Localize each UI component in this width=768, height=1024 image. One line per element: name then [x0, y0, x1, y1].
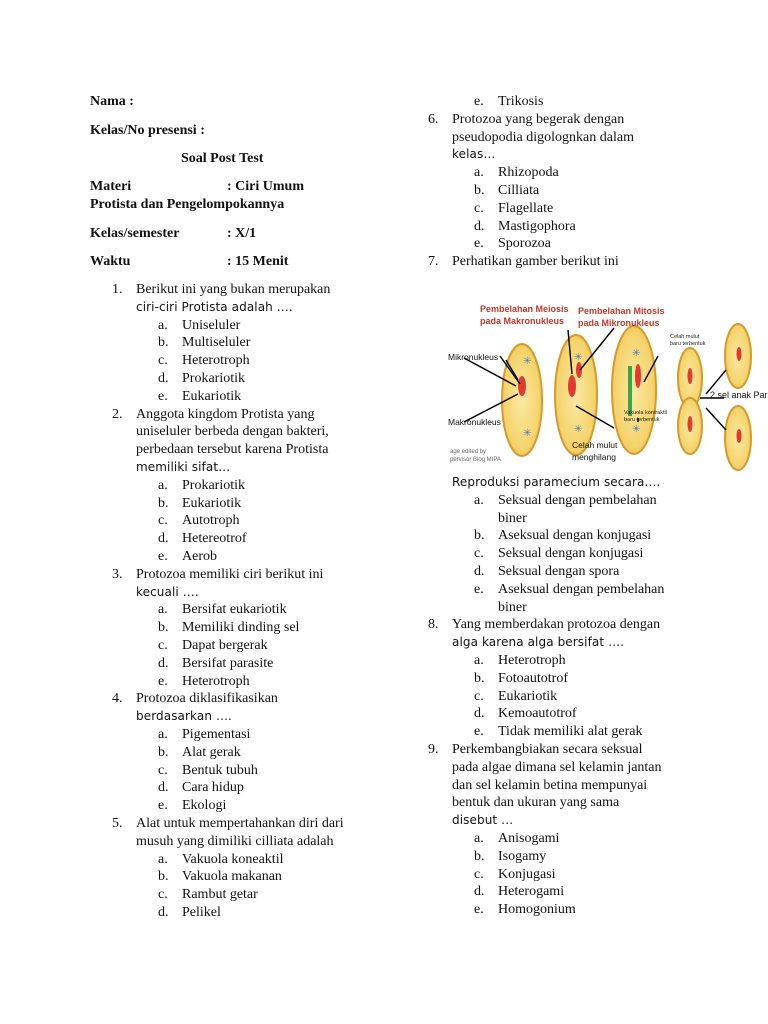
label-contractile-vacuole: Vakuola kontraktil: [624, 410, 668, 416]
label-new-oral-groove: Celah mulut: [670, 334, 700, 340]
question-text: Berikut ini yang bukan merupakan: [136, 282, 331, 297]
image-credit: age edited by: [450, 449, 487, 455]
option: a. Anisogami: [474, 830, 560, 846]
option: e. Heterotroph: [158, 673, 250, 689]
option: d. Cara hidup: [158, 780, 244, 796]
question-number: 1.: [112, 282, 123, 297]
question-4: [92, 690, 392, 815]
option: a. Bersifat eukariotik: [158, 602, 287, 618]
question-text: disebut …: [452, 813, 514, 828]
label-micronucleus: Mikronukleus: [448, 352, 499, 362]
option: c. Seksual dengan konjugasi: [474, 546, 644, 562]
option: e. Trikosis: [474, 94, 544, 109]
question-text: memiliki sifat…: [136, 459, 231, 474]
option: d. Heterogami: [474, 884, 565, 900]
kelas-presensi-field: Kelas/No presensi :: [90, 123, 205, 138]
option: a. Heterotroph: [474, 652, 566, 668]
label-meiosis: Pembelahan Meiosis: [480, 304, 569, 314]
question-text: berdasarkan ….: [136, 709, 232, 724]
question-number: 3.: [112, 566, 123, 582]
micronucleus: [518, 376, 526, 396]
option: b. Aseksual dengan konjugasi: [474, 528, 652, 544]
paramecium-cell: [502, 344, 542, 456]
label-oral-groove-2: menghilang: [572, 452, 616, 462]
question-text: musuh yang dimiliki cilliata adalah: [136, 833, 334, 849]
label-macronucleus: Makronukleus: [448, 417, 501, 427]
question-text: Protozoa yang begerak dengan: [452, 111, 625, 127]
waktu-value: : 15 Menit: [227, 254, 289, 269]
option: d. Bersifat parasite: [158, 655, 274, 671]
option: b. Cilliata: [474, 182, 540, 198]
option: b. Memiliki dinding sel: [158, 620, 300, 636]
question-3: [92, 566, 392, 691]
paramecium-cell: [555, 335, 597, 455]
paramecium-cell: [678, 348, 702, 454]
option: c. Konjugasi: [474, 866, 556, 882]
question-number: 9.: [428, 741, 439, 757]
question-text: pseudopodia digolognkan dalam: [452, 129, 634, 145]
question-text: kelas…: [452, 147, 496, 162]
right-question-column: [408, 93, 768, 271]
option: c. Autotroph: [158, 513, 240, 529]
question-7: [408, 253, 768, 271]
question-text: Anggota kingdom Protista yang: [136, 406, 315, 422]
option: e. Eukariotik: [158, 388, 242, 404]
waktu-label: Waktu: [90, 254, 131, 269]
option: c. Heterotroph: [158, 353, 250, 369]
option: d. Pelikel: [158, 904, 221, 920]
question-6: [408, 111, 768, 253]
question-text: Yang memberdakan protozoa dengan: [452, 617, 661, 633]
option: e. Aerob: [158, 548, 217, 564]
question-text: Protozoa diklasifikasikan: [136, 691, 278, 707]
svg-text:✳: ✳: [574, 424, 583, 435]
nama-field: Nama :: [90, 94, 134, 109]
option: c. Rambut getar: [158, 887, 258, 903]
svg-text:✳: ✳: [632, 424, 641, 435]
label-contractile-vacuole-2: baru terbentuk: [624, 417, 660, 423]
option: b. Vakuola makanan: [158, 869, 282, 885]
svg-text:✳: ✳: [574, 352, 583, 363]
label-mitosis: Pembelahan Mitosis: [578, 306, 665, 316]
label-mitosis-2: pada Mikronukleus: [578, 318, 660, 328]
option: c. Flagellate: [474, 200, 554, 216]
question-5: [92, 815, 392, 922]
svg-text:✳: ✳: [523, 356, 532, 367]
question-text: Reproduksi paramecium secara….: [452, 475, 661, 489]
option: c. Dapat bergerak: [158, 637, 268, 653]
question-number: 5.: [112, 815, 123, 831]
svg-text:✳: ✳: [632, 348, 641, 359]
semester-value: : X/1: [227, 226, 257, 241]
question-number: 6.: [428, 111, 439, 127]
label-new-oral-groove-2: baru terbentuk: [670, 341, 706, 347]
option: e. Aseksual dengan pembelahan: [474, 581, 665, 597]
label-meiosis-2: pada Makronukleus: [480, 316, 565, 326]
option: b. Alat gerak: [158, 744, 241, 760]
question-number: 4.: [112, 691, 123, 707]
option: a. Uniseluler: [158, 317, 241, 333]
question-8: [408, 616, 768, 741]
option: a. Vakuola koneaktil: [158, 851, 284, 867]
option: e. Sporozoa: [474, 236, 551, 252]
right-question-column-lower: [408, 474, 768, 919]
paramecium-cell: [612, 326, 656, 454]
option: e. Homogonium: [474, 902, 576, 918]
option: d. Mastigophora: [474, 218, 576, 234]
option: b. Eukariotik: [158, 495, 242, 511]
materi-label: Materi: [90, 179, 132, 194]
page-title: Soal Post Test: [181, 151, 264, 166]
option: a. Seksual dengan pembelahan: [474, 492, 657, 508]
option: a. Rhizopoda: [474, 165, 559, 181]
image-credit-2: pervisor Blog MIPA: [450, 457, 501, 463]
question-text: ciri-ciri Protista adalah ….: [136, 299, 293, 314]
option: b. Multiseluler: [158, 335, 251, 351]
question-text: alga karena alga bersifat ….: [452, 635, 625, 650]
question-number: 2.: [112, 406, 123, 422]
option: b. Isogamy: [474, 848, 547, 864]
left-question-column: [92, 281, 392, 922]
question-2: [92, 406, 392, 566]
question-text: uniseluler berbeda dengan bakteri,: [136, 424, 329, 440]
question-text: kecuali ….: [136, 584, 199, 599]
label-oral-groove: Celah mulut: [572, 440, 618, 450]
question-text: perbedaan tersebut karena Protista: [136, 442, 329, 458]
question-9: [408, 741, 768, 919]
question-text: bentuk dan ukuran yang sama: [452, 795, 620, 811]
daughter-cell: [725, 324, 751, 388]
question-text: pada algae dimana sel kelamin jantan: [452, 759, 662, 775]
option: d. Prokariotik: [158, 370, 245, 386]
question-text: Alat untuk mempertahankan diri dari: [136, 815, 344, 831]
option: a. Pigementasi: [158, 726, 251, 742]
question-text: Perhatikan gamber berikut ini: [452, 254, 619, 270]
question-1: [92, 281, 392, 406]
question-number: 7.: [428, 254, 439, 270]
option: c. Eukariotik: [474, 688, 558, 704]
option: d. Seksual dengan spora: [474, 563, 620, 579]
option: b. Fotoautotrof: [474, 670, 568, 686]
question-text: Protozoa memiliki ciri berikut ini: [136, 566, 324, 582]
question-text: dan sel kelamin betina mempunyai: [452, 777, 648, 793]
option: biner: [498, 510, 527, 526]
option: e. Tidak memiliki alat gerak: [474, 724, 643, 740]
daughter-cell: [725, 406, 751, 470]
question-text: Perkembangbiakan secara seksual: [452, 741, 643, 757]
paramecium-reproduction-figure: [448, 290, 768, 472]
option: d. Hetereotrof: [158, 531, 247, 547]
option: e. Ekologi: [158, 798, 227, 814]
materi-continued: Protista dan Pengelompokannya: [90, 197, 285, 212]
question-number: 8.: [428, 617, 439, 633]
option: a. Prokariotik: [158, 477, 245, 493]
option: c. Bentuk tubuh: [158, 762, 258, 778]
option: d. Kemoautotrof: [474, 706, 577, 722]
svg-text:✳: ✳: [523, 428, 532, 439]
semester-label: Kelas/semester: [90, 226, 180, 241]
materi-value: : Ciri Umum: [227, 179, 304, 194]
label-daughter-cells: 2 sel anak Par: [710, 390, 768, 400]
option: biner: [498, 599, 527, 615]
